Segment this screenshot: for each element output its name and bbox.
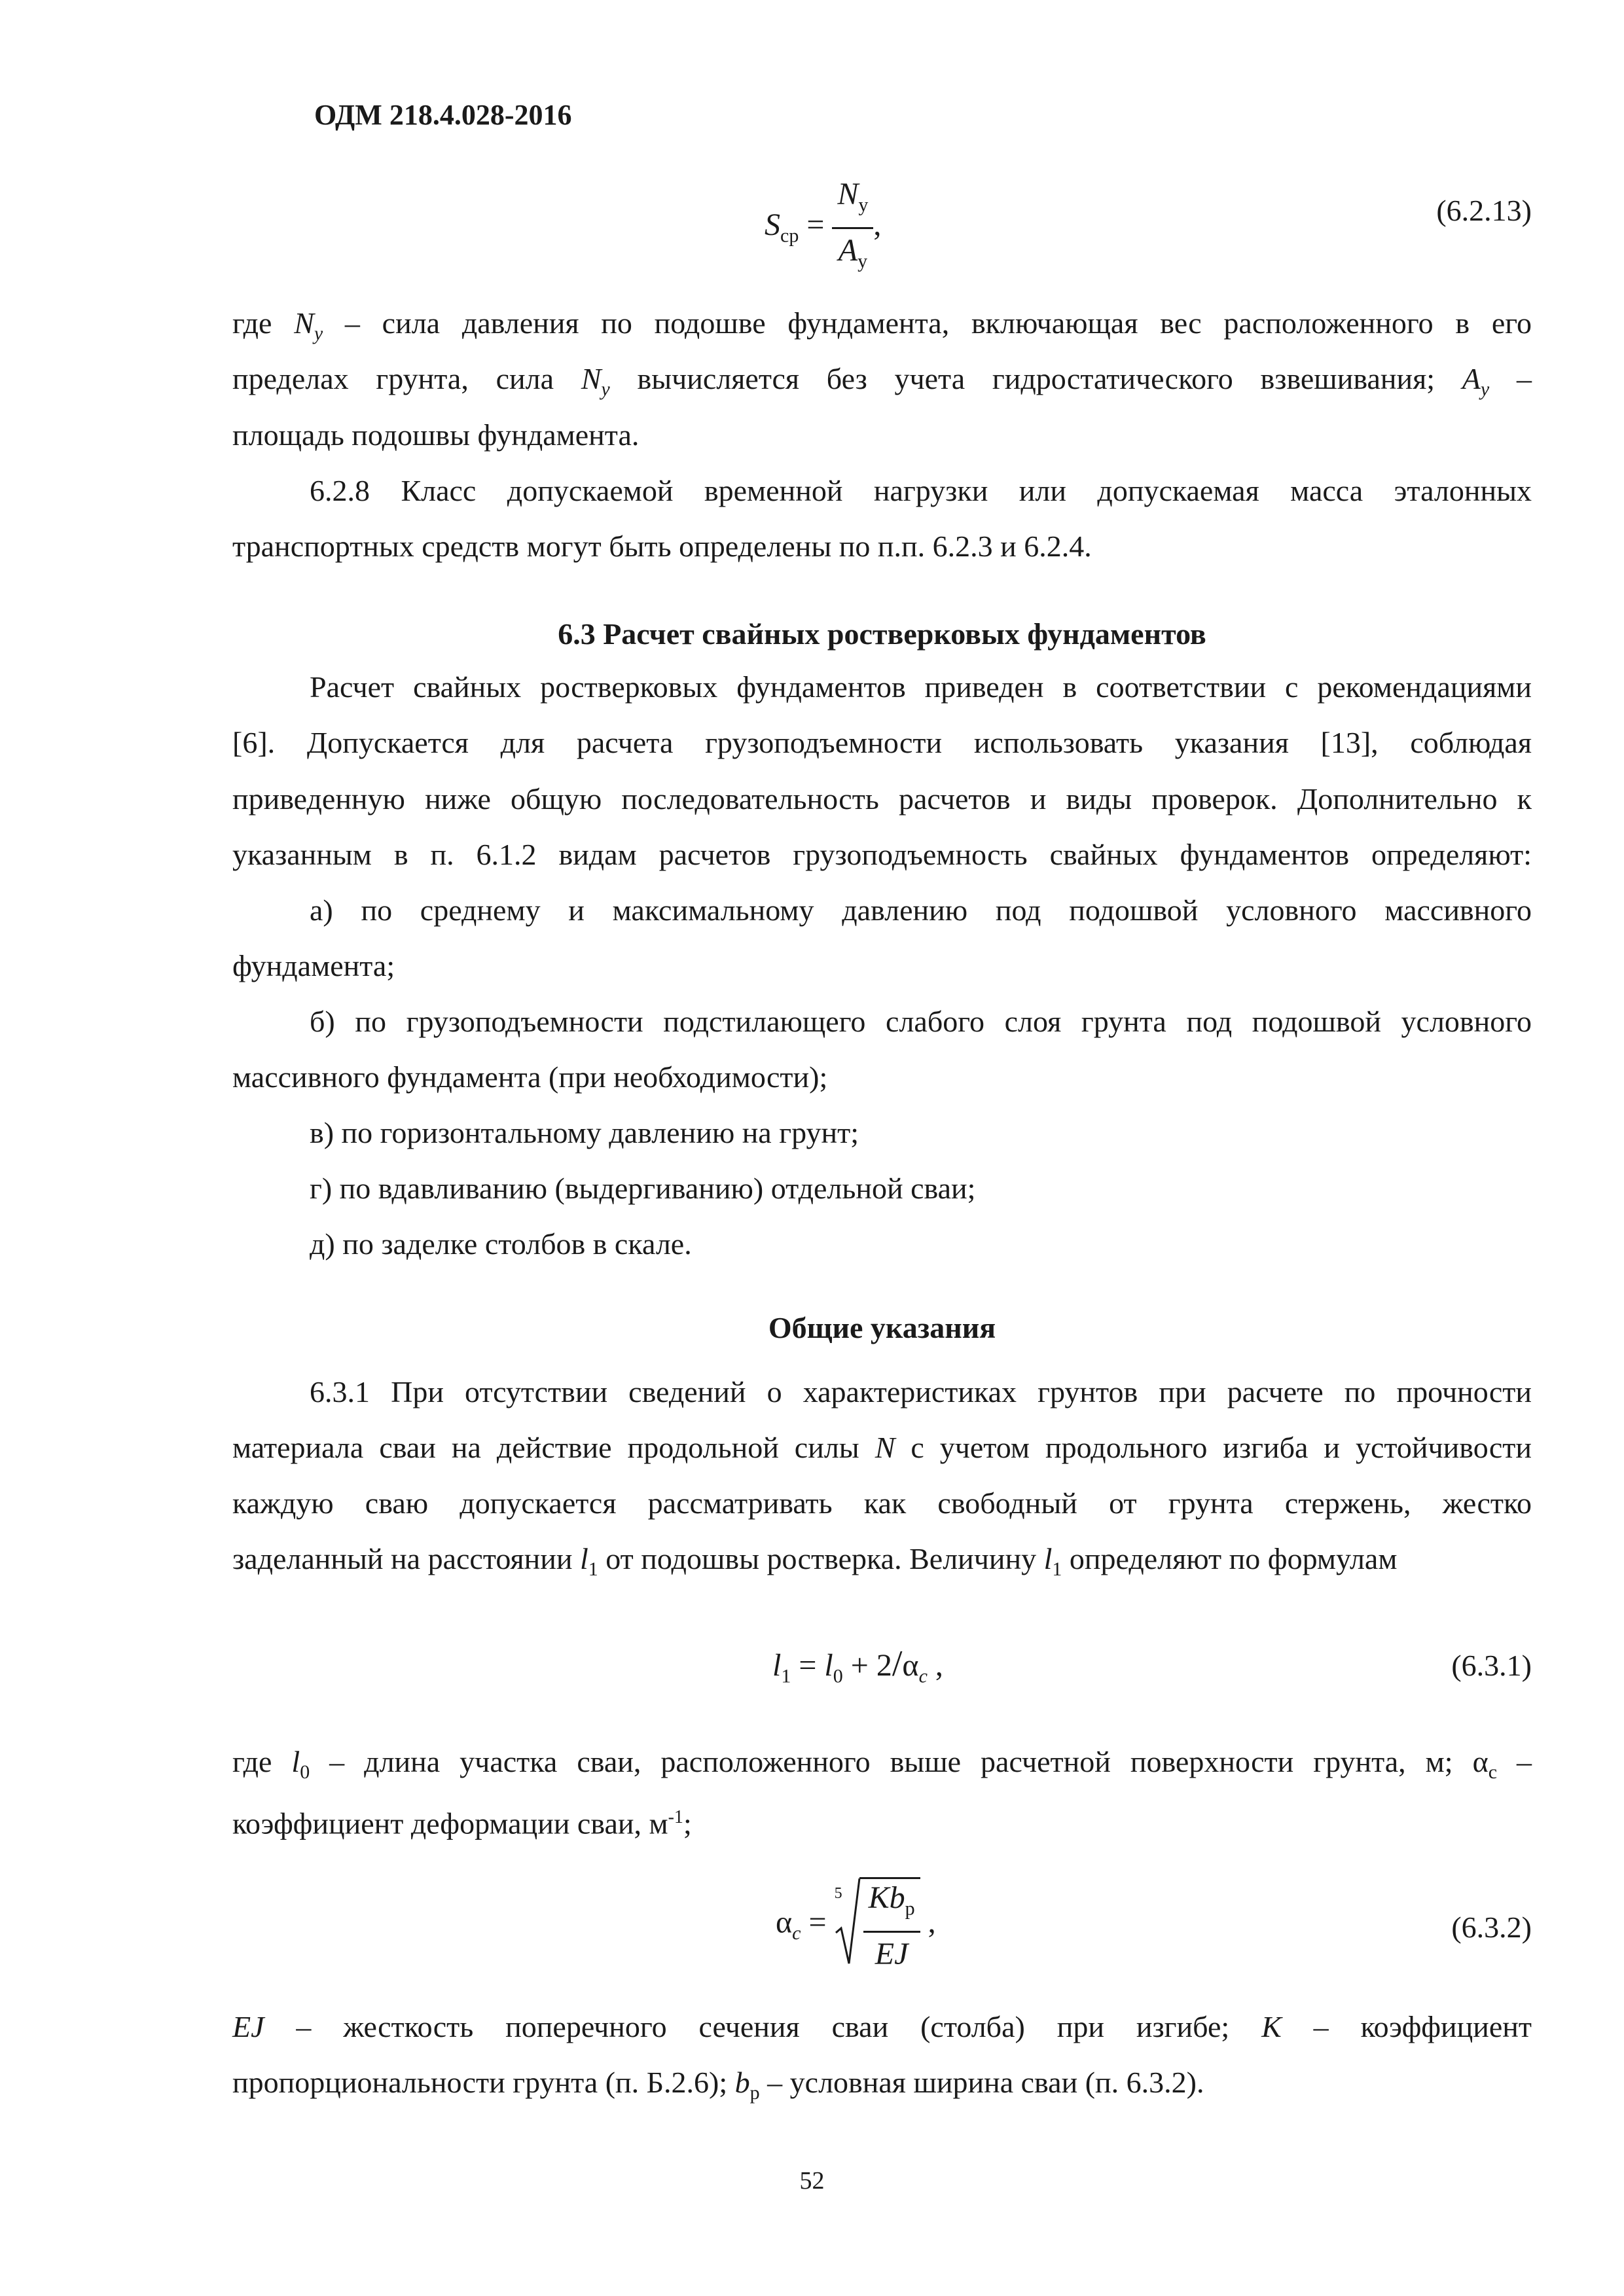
text-line: площадь подошвы фундамента. [232, 418, 640, 452]
list-item: д) по заделке столбов в скале. [310, 1227, 692, 1261]
formula-lhs-sub: ср [780, 224, 799, 247]
text-line: где $l_0$ – длина участка сваи, расположенного выше расчетной поверхности грунта, м; $\alpha_c$ – [232, 1745, 1532, 1784]
text-line: заделанный на расстоянии $l_1$ от подошвы ростверка. Величину $l_1$ определяют по формулам [232, 1542, 1398, 1581]
fifth-root: 5 $\frac{Kb_р}{EJ}$ [835, 1877, 920, 1973]
text-line: коэффициент деформации сваи, $м^{-1}$; [232, 1806, 692, 1840]
text-line: [6]. Допускается для расчета грузоподъемности использовать указания [13], соблюдая [232, 726, 1532, 759]
text-line: указанным в п. 6.1.2 видам расчетов грузоподъемность свайных фундаментов определяют: [232, 838, 1532, 871]
equation-number: (6.2.13) [1436, 194, 1532, 227]
fraction-numerator-sub: у [858, 194, 869, 216]
text-line: материала сваи на действие продольной силы N с учетом продольного изгиба и устойчивости [232, 1431, 1532, 1464]
equation-number: (6.3.1) [1451, 1649, 1532, 1682]
fraction-denominator: A [838, 232, 858, 268]
equation-number: (6.3.2) [1451, 1910, 1532, 1944]
paragraph-6-2-8-line: транспортных средств могут быть определены по п.п. 6.2.3 и 6.2.4. [232, 529, 1092, 563]
list-item: в) по горизонтальному давлению на грунт; [310, 1116, 859, 1149]
root-fraction: $\frac{Kb_р}{EJ}$ [863, 1879, 920, 1973]
radical-sign-icon [835, 1877, 861, 1969]
formula-tail: , [873, 207, 882, 243]
formula-6-3-1: $l_1 = l_0 + 2/\alpha_c$ , [772, 1643, 943, 1687]
text-line: где $N_y$ – сила давления по подошве фундамента, включающая вес расположенного в его [232, 306, 1532, 345]
page-number: 52 [799, 2167, 825, 2195]
list-item: б) по грузоподъемности подстилающего слабого слоя грунта под подошвой условного [310, 1005, 1532, 1038]
formula-fraction [832, 175, 873, 280]
formula-lhs: S [765, 207, 780, 243]
text-line: пределах грунта, сила $N_y$ вычисляется без учета гидростатического взвешивания; $A_y$ – [232, 362, 1532, 401]
formula-6-2-13: $S_{ср}$ = $\frac{N_у}{A_у}$ , [765, 175, 881, 280]
formula-6-3-2: $\alpha_c$ = 5 $\frac{Kb_р}{EJ}$ , [776, 1877, 936, 1973]
text-line: EJ – жесткость поперечного сечения сваи (столба) при изгибе; K – коэффициент [232, 2010, 1532, 2043]
document-code-header: ОДМ 218.4.028-2016 [314, 99, 572, 131]
subsection-title: Общие указания [768, 1311, 996, 1344]
list-item: г) по вдавливанию (выдергиванию) отдельной сваи; [310, 1172, 976, 1205]
text-line: каждую сваю допускается рассматривать как свободный от грунта стержень, жестко [232, 1486, 1532, 1520]
fraction-denominator-sub: у [857, 250, 868, 272]
fraction-numerator: N [837, 177, 859, 211]
text-line: пропорциональности грунта (п. Б.2.6); $b_р$ – условная ширина сваи (п. 6.3.2). [232, 2066, 1204, 2104]
text-line: 6.3.1 При отсутствии сведений о характеристиках грунтов при расчете по прочности [310, 1375, 1532, 1408]
list-item-continuation: фундамента; [232, 949, 395, 982]
text-line: приведенную ниже общую последовательность расчетов и виды проверок. Дополнительно к [232, 782, 1532, 816]
section-title: 6.3 Расчет свайных ростверковых фундаментов [558, 617, 1206, 651]
list-item: а) по среднему и максимальному давлению под подошвой условного массивного [310, 893, 1532, 927]
list-item-continuation: массивного фундамента (при необходимости); [232, 1060, 828, 1094]
paragraph-6-2-8-line: 6.2.8 Класс допускаемой временной нагрузки или допускаемая масса эталонных [310, 474, 1532, 507]
text-line: Расчет свайных ростверковых фундаментов приведен в соответствии с рекомендациями [310, 670, 1532, 704]
